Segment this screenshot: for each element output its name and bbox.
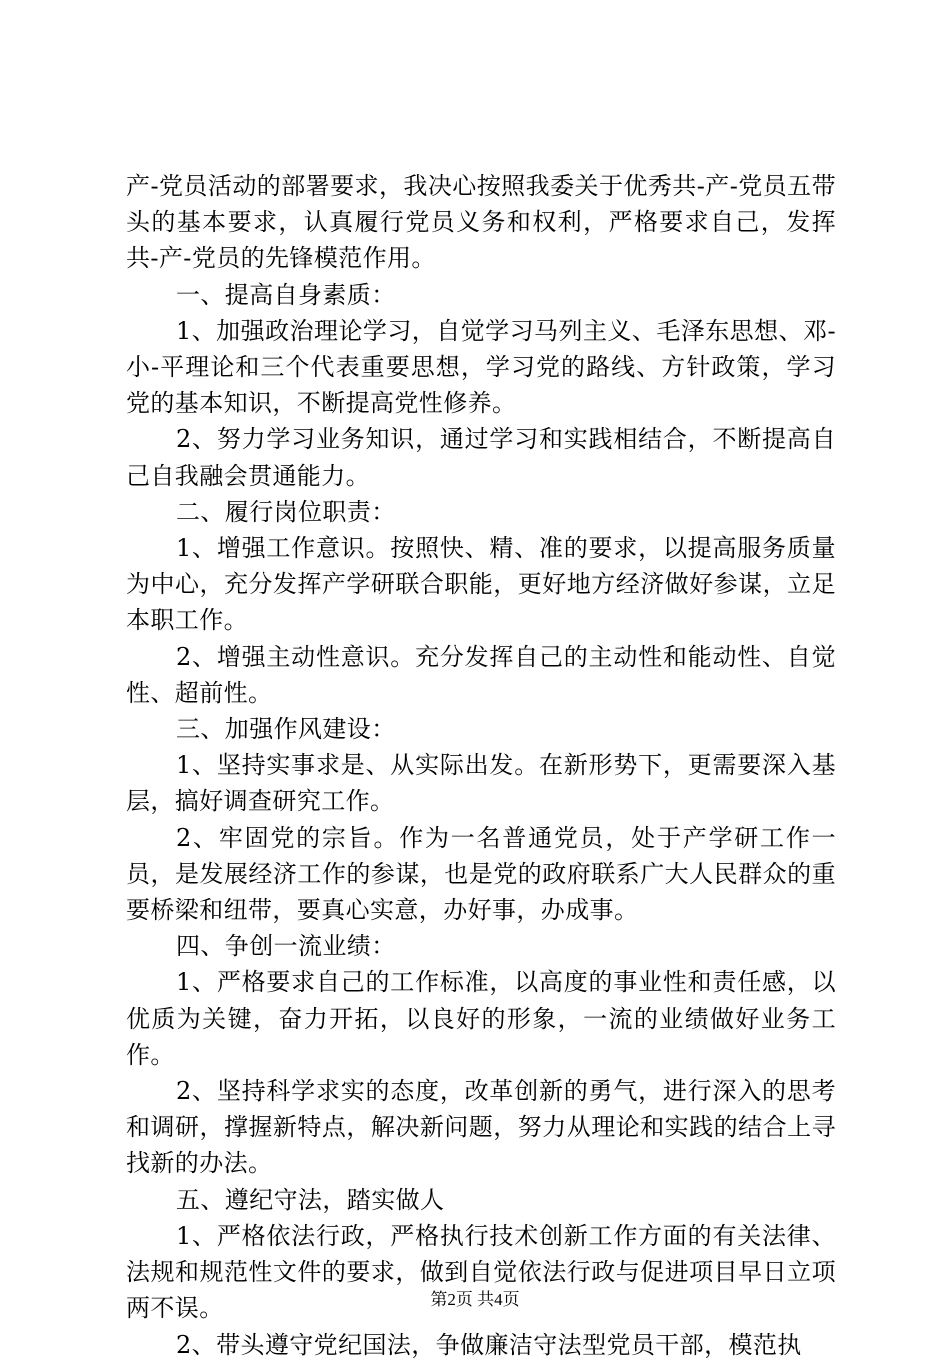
section-heading-4: 四、争创一流业绩： — [176, 932, 396, 961]
paragraph-5-1: 1、严格依法行政，严格执行技术创新工作方面的有关法律、法规和规范性文件的要求，做到自觉依法行政与促进项目早日立项两不误。 — [126, 1221, 836, 1323]
section-heading-2: 二、履行岗位职责： — [176, 497, 396, 526]
paragraph-3-1: 1、坚持实事求是、从实际出发。在新形势下，更需要深入基层，搞好调查研究工作。 — [126, 751, 836, 816]
section-heading-3: 三、加强作风建设： — [176, 715, 396, 744]
paragraph-2-2: 2、增强主动性意识。充分发挥自己的主动性和能动性、自觉性、超前性。 — [126, 642, 836, 707]
paragraph-4-2: 2、坚持科学求实的态度，改革创新的勇气，进行深入的思考和调研，撑握新特点，解决新问题，努力从理论和实践的结合上寻找新的办法。 — [126, 1077, 836, 1178]
paragraph-1-1: 1、加强政治理论学习，自觉学习马列主义、毛泽东思想、邓-小-平理论和三个代表重要思想，学习党的路线、方针政策，学习党的基本知识，不断提高党性修养。 — [126, 316, 836, 418]
paragraph-1-2: 2、努力学习业务知识，通过学习和实践相结合，不断提高自己自我融会贯通能力。 — [126, 425, 836, 490]
paragraph-4-1: 1、严格要求自己的工作标准，以高度的事业性和责任感，以优质为关键，奋力开拓，以良好的形象，一流的业绩做好业务工作。 — [126, 968, 836, 1069]
document-body — [126, 168, 836, 1363]
paragraph-3-2: 2、牢固党的宗旨。作为一名普通党员，处于产学研工作一员，是发展经济工作的参谋，也是党的政府联系广大人民群众的重要桥梁和纽带，要真心实意，办好事，办成事。 — [126, 823, 836, 925]
paragraph-2-1: 1、增强工作意识。按照快、精、准的要求，以提高服务质量为中心，充分发挥产学研联合职能，更好地方经济做好参谋，立足本职工作。 — [126, 534, 836, 635]
section-heading-5: 五、遵纪守法，踏实做人 — [176, 1185, 445, 1214]
paragraph-5-2: 2、带头遵守党纪国法，争做廉洁守法型党员干部，模范执 — [176, 1330, 802, 1359]
section-heading-1: 一、提高自身素质： — [176, 280, 396, 309]
paragraph-continuation: 产-党员活动的部署要求，我决心按照我委关于优秀共-产-党员五带头的基本要求，认真履行党员义务和权利，严格要求自己，发挥共-产-党员的先锋模范作用。 — [126, 172, 836, 273]
page-number-footer: 第2页 共4页 — [430, 1290, 520, 1309]
